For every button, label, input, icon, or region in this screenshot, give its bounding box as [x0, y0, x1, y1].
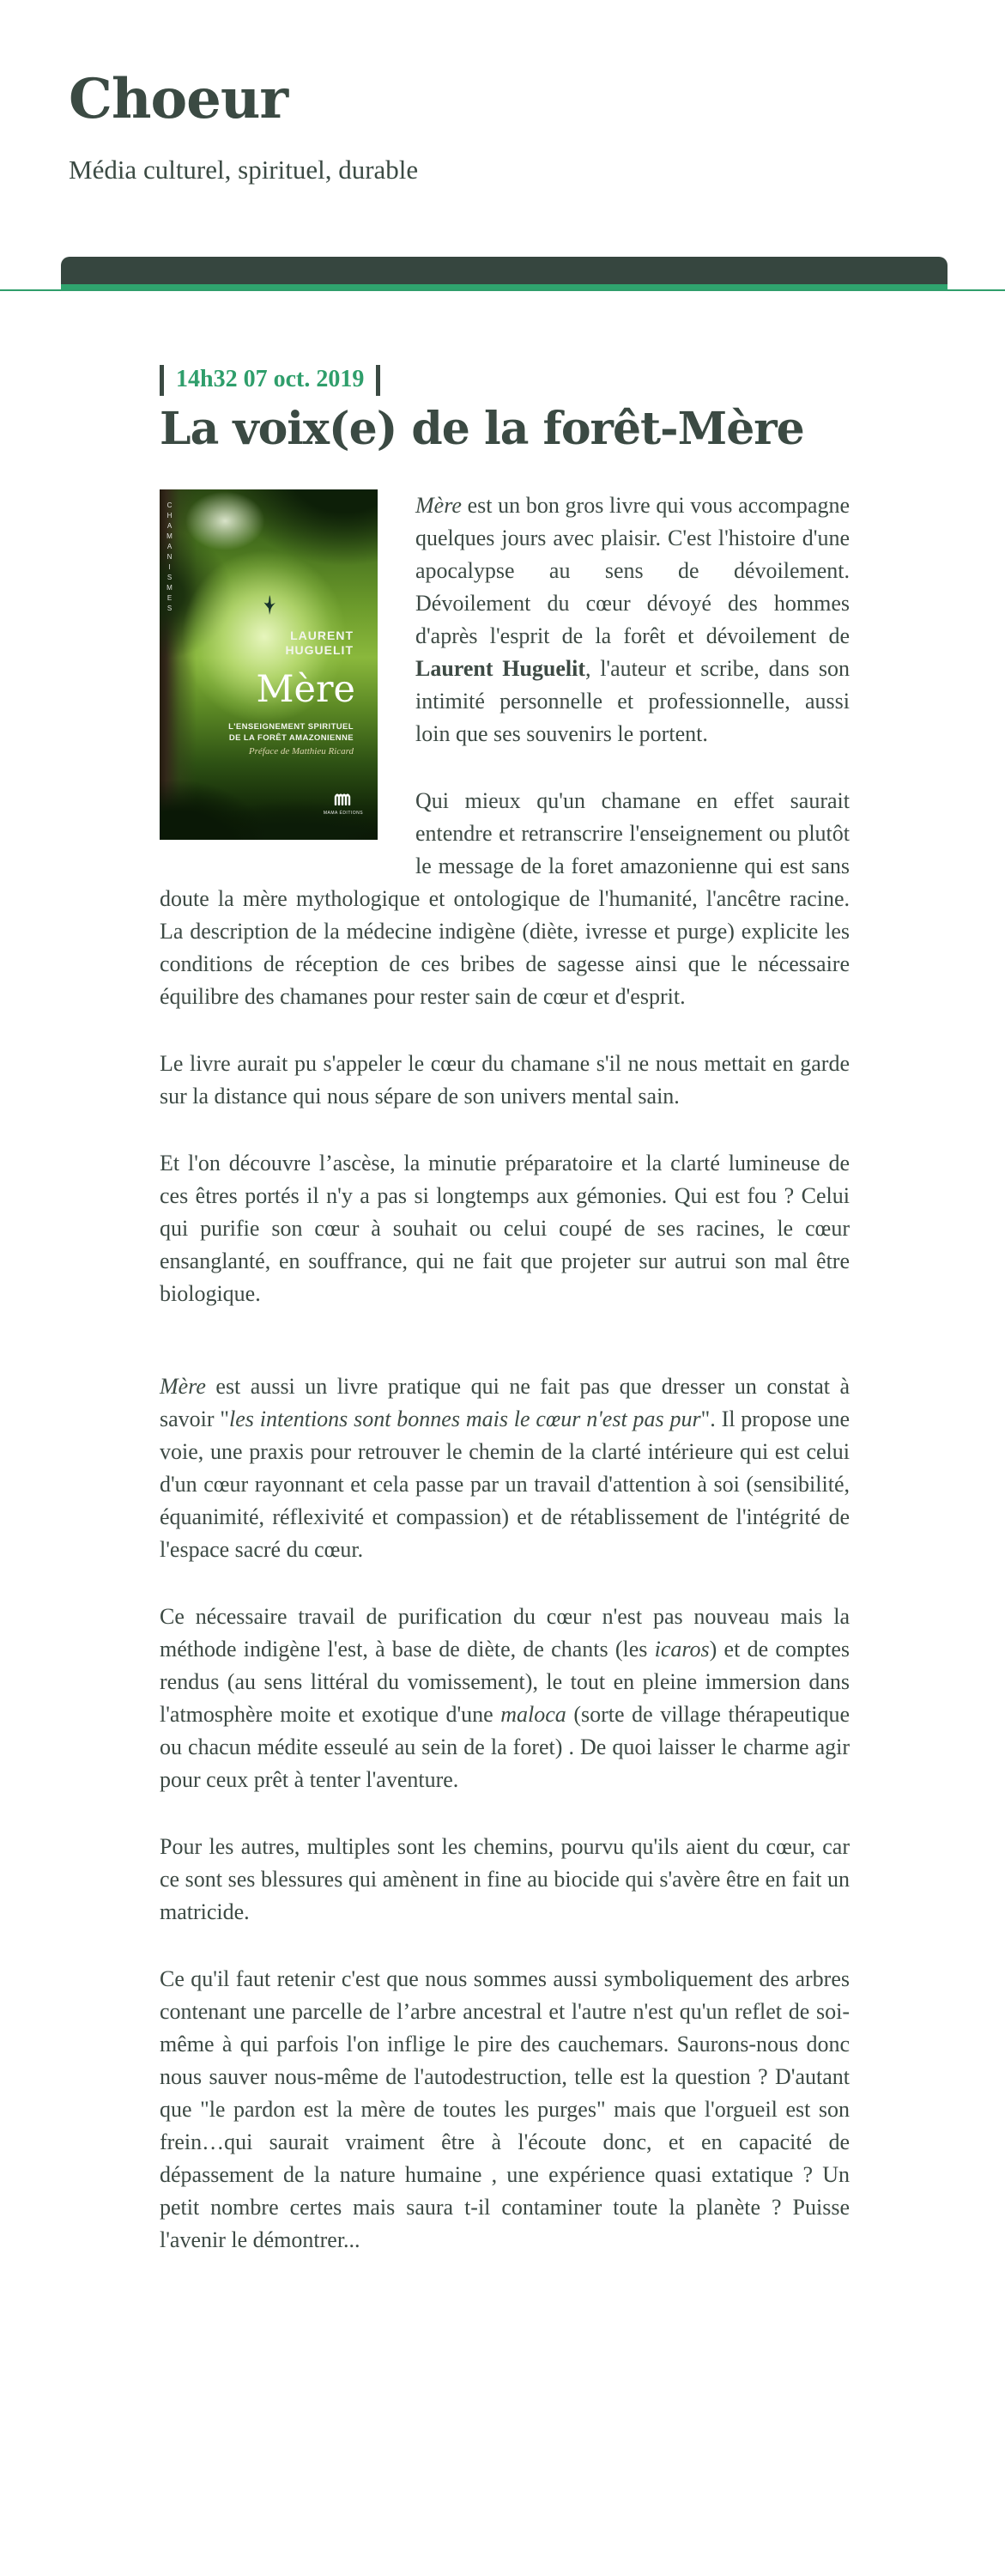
book-cover-image — [160, 489, 378, 840]
cover-author: LAURENT HUGUELIT — [285, 629, 354, 657]
cover-title: Mère — [256, 668, 355, 711]
publisher-name: MAMA ÉDITIONS — [323, 811, 364, 816]
hummingbird-icon — [261, 594, 278, 617]
article — [160, 364, 850, 2291]
date-separator-left-bar — [160, 365, 164, 396]
article-paragraph: Mère est un bon gros livre qui vous accompagne quelques jours avec plaisir. C'est l'histoire d'une apocalypse au sens de dévoilement. Dévoilement du cœur dévoyé des hommes d'après l'esprit de la forêt et dévoilement de Laurent Huguelit, l'auteur et scribe, dans son intimité personnelle et professionnelle, aussi loin que ses souvenirs le portent. — [415, 493, 850, 746]
nav-bar[interactable] — [61, 257, 947, 284]
site-tagline: Média culturel, spirituel, durable — [69, 155, 419, 185]
publisher-logo-icon — [323, 790, 364, 816]
article-paragraph: Pour les autres, multiples sont les chemins, pourvu qu'ils aient du cœur, car ce sont ses blessures qui amènent in fine au biocide qui s'avère être en fait un matricide. — [160, 1834, 850, 1924]
cover-series-label: CHAMANISMES — [166, 501, 173, 615]
cover-preface: Préface de Matthieu Ricard — [248, 746, 354, 756]
article-paragraph: Ce nécessaire travail de purification du cœur n'est pas nouveau mais la méthode indigène l'est, à base de diète, de chants (les icaros) et de comptes rendus (au sens littéral du vomissement), le tout en pleine immersion dans l'atmosphère moite et exotique d'une maloca (sorte de village thérapeutique ou chacun médite esseulé au sein de la foret) . De quoi laisser le charme agir pour ceux prêt à tenter l'aventure. — [160, 1604, 850, 1792]
article-paragraph: Ce qu'il faut retenir c'est que nous sommes aussi symboliquement des arbres contenant une parcelle de l’arbre ancestral et l'autre n'est qu'un reflet de soi-même à qui parfois l'on inflige le pire des cauchemars. Saurons-nous donc nous sauver nous-même de l'autodestruction, telle est la question ? D'autant que "le pardon est la mère de toutes les purges" mais que l'orgueil est son frein…qui saurait vraiment être à l'écoute donc, et en capacité de dépassement de la nature humaine , une expérience quasi extatique ? Un petit nombre certes mais saura t-il contaminer toute la planète ? Puisse l'avenir le démontrer... — [160, 1966, 850, 2252]
article-paragraph: Le livre aurait pu s'appeler le cœur du chamane s'il ne nous mettait en garde sur la distance qui nous sépare de son univers mental sain. — [160, 1051, 850, 1109]
header-divider — [0, 289, 1005, 291]
article-paragraph: Qui mieux qu'un chamane en effet saurait entendre et retranscrire l'enseignement ou plutôt le message de la foret amazonienne qui est sans doute la mère mythologique et ontologique de l'humanité, l'ancêtre racine. La description de la médecine indigène (diète, ivresse et purge) explicite les conditions de réception de ces bribes de sagesse ainsi que le nécessaire équilibre des chamanes pour rester sain de cœur et d'esprit. — [160, 788, 850, 1009]
article-body — [160, 489, 850, 2257]
date-separator-right-bar — [376, 365, 380, 396]
article-paragraph: Mère est aussi un livre pratique qui ne fait pas que dresser un constat à savoir "les intentions sont bonnes mais le cœur n'est pas pur". Il propose une voie, une praxis pour retrouver le chemin de la clarté intérieure qui est celui d'un cœur rayonnant et cela passe par un travail d'attention à soi (sensibilité, équanimité, réflexivité et compassion) et de rétablissement de l'intégrité de l'espace sacré du cœur. — [160, 1374, 850, 1562]
site-title[interactable]: Choeur — [69, 67, 288, 131]
cover-subtitle: L'ENSEIGNEMENT SPIRITUEL DE LA FORÊT AMAZONIENNE — [228, 722, 354, 743]
article-meta — [160, 364, 850, 397]
article-timestamp: 14h32 07 oct. 2019 — [176, 366, 365, 392]
article-title[interactable]: La voix(e) de la forêt-Mère — [160, 403, 804, 455]
article-paragraph: Et l'on découvre l’ascèse, la minutie préparatoire et la clarté lumineuse de ces êtres portés il n'y a pas si longtemps aux gémonies. Qui est fou ? Celui qui purifie son cœur à souhait ou celui coupé de ses racines, le cœur ensanglanté, en souffrance, qui ne fait que projeter sur autrui son mal être biologique. — [160, 1151, 850, 1306]
